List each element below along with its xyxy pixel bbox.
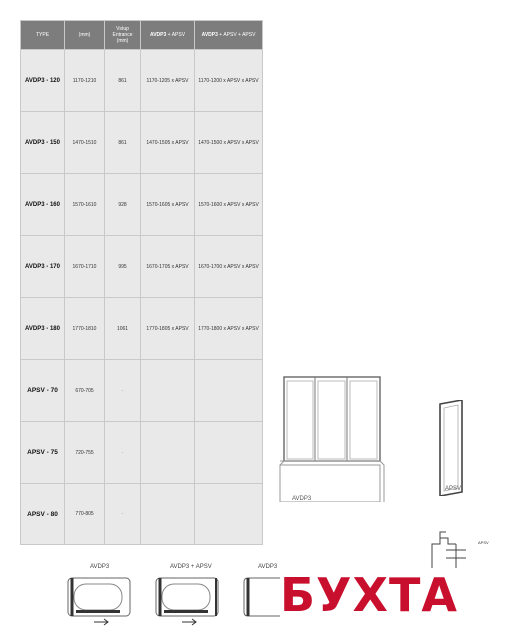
cell-combo1: 1770-1805 x APSV xyxy=(141,298,195,360)
cell-combo1: 1570-1605 x APSV xyxy=(141,174,195,236)
plan-label-avdp3: AVDP3 xyxy=(90,564,110,570)
table-row xyxy=(21,50,263,112)
cell-mm: 1470-1510 xyxy=(65,112,105,174)
table-row xyxy=(21,112,263,174)
detail-drawing xyxy=(426,528,476,568)
header-type: TYPE xyxy=(21,21,65,50)
cell-combo1: 1470-1505 x APSV xyxy=(141,112,195,174)
header-entrance-line2: Entrance xyxy=(112,32,133,38)
header-combo1-bold: AVDP3 xyxy=(149,32,167,38)
header-entrance-line1: Vstup xyxy=(116,26,129,32)
bukhta-watermark: БУХТА xyxy=(280,568,458,622)
cell-combo2: 1670-1700 x APSV x APSV xyxy=(195,236,263,298)
cell-mm: 770-805 xyxy=(65,484,105,545)
header-combo2-bold: AVDP3 xyxy=(201,32,218,38)
table-header-row xyxy=(21,21,263,50)
cell-type: AVDP3 - 160 xyxy=(21,174,65,236)
cell-type: APSV - 75 xyxy=(21,422,65,484)
spec-table xyxy=(20,20,263,545)
cell-entrance: 995 xyxy=(105,236,141,298)
cell-entrance: - xyxy=(105,484,141,545)
cell-mm: 1170-1210 xyxy=(65,50,105,112)
plan-drawing-avdp3-apsv xyxy=(152,574,222,630)
table-row xyxy=(21,298,263,360)
plan-label-avdp3-3: AVDP3 xyxy=(258,564,278,570)
cell-combo1 xyxy=(141,422,195,484)
header-combo1 xyxy=(141,21,195,50)
plan-drawing-avdp3 xyxy=(64,574,134,630)
avdp3-caption: AVDP3 xyxy=(292,496,312,502)
header-combo2-rest: + APSV + APSV xyxy=(217,32,256,38)
cell-combo2 xyxy=(195,422,263,484)
cell-combo2: 1570-1600 x APSV x APSV xyxy=(195,174,263,236)
cell-combo2 xyxy=(195,360,263,422)
table-row xyxy=(21,360,263,422)
cell-type: AVDP3 - 170 xyxy=(21,236,65,298)
apsv-caption: APSV xyxy=(445,486,462,492)
table-row xyxy=(21,422,263,484)
cell-mm: 1670-1710 xyxy=(65,236,105,298)
cell-combo1: 1670-1705 x APSV xyxy=(141,236,195,298)
apsv-drawing xyxy=(436,400,470,496)
cell-entrance: - xyxy=(105,422,141,484)
header-mm: (mm) xyxy=(65,21,105,50)
cell-mm: 1570-1610 xyxy=(65,174,105,236)
cell-combo2: 1770-1800 x APSV x APSV xyxy=(195,298,263,360)
cell-type: AVDP3 - 180 xyxy=(21,298,65,360)
cell-type: AVDP3 - 150 xyxy=(21,112,65,174)
cell-combo1: 1170-1205 x APSV xyxy=(141,50,195,112)
apsv-chip-label: APSV xyxy=(478,540,489,545)
plan-drawing-3 xyxy=(240,574,280,630)
header-entrance-line3: (mm) xyxy=(116,38,129,44)
cell-type: AVDP3 - 120 xyxy=(21,50,65,112)
cell-entrance: 861 xyxy=(105,50,141,112)
plan-label-avdp3-apsv: AVDP3 + APSV xyxy=(170,564,212,570)
cell-combo1 xyxy=(141,484,195,545)
header-combo2 xyxy=(195,21,263,50)
cell-combo2: 1470-1500 x APSV x APSV xyxy=(195,112,263,174)
table-row xyxy=(21,236,263,298)
header-entrance xyxy=(105,21,141,50)
cell-combo1 xyxy=(141,360,195,422)
cell-entrance: 928 xyxy=(105,174,141,236)
table-row xyxy=(21,484,263,545)
header-combo1-rest: + APSV xyxy=(166,32,186,38)
cell-entrance: - xyxy=(105,360,141,422)
cell-entrance: 1061 xyxy=(105,298,141,360)
cell-mm: 720-755 xyxy=(65,422,105,484)
cell-combo2: 1170-1200 x APSV x APSV xyxy=(195,50,263,112)
cell-combo2 xyxy=(195,484,263,545)
cell-entrance: 861 xyxy=(105,112,141,174)
cell-mm: 670-705 xyxy=(65,360,105,422)
table-row xyxy=(21,174,263,236)
cell-mm: 1770-1810 xyxy=(65,298,105,360)
cell-type: APSV - 70 xyxy=(21,360,65,422)
avdp3-drawing xyxy=(276,372,390,502)
cell-type: APSV - 80 xyxy=(21,484,65,545)
